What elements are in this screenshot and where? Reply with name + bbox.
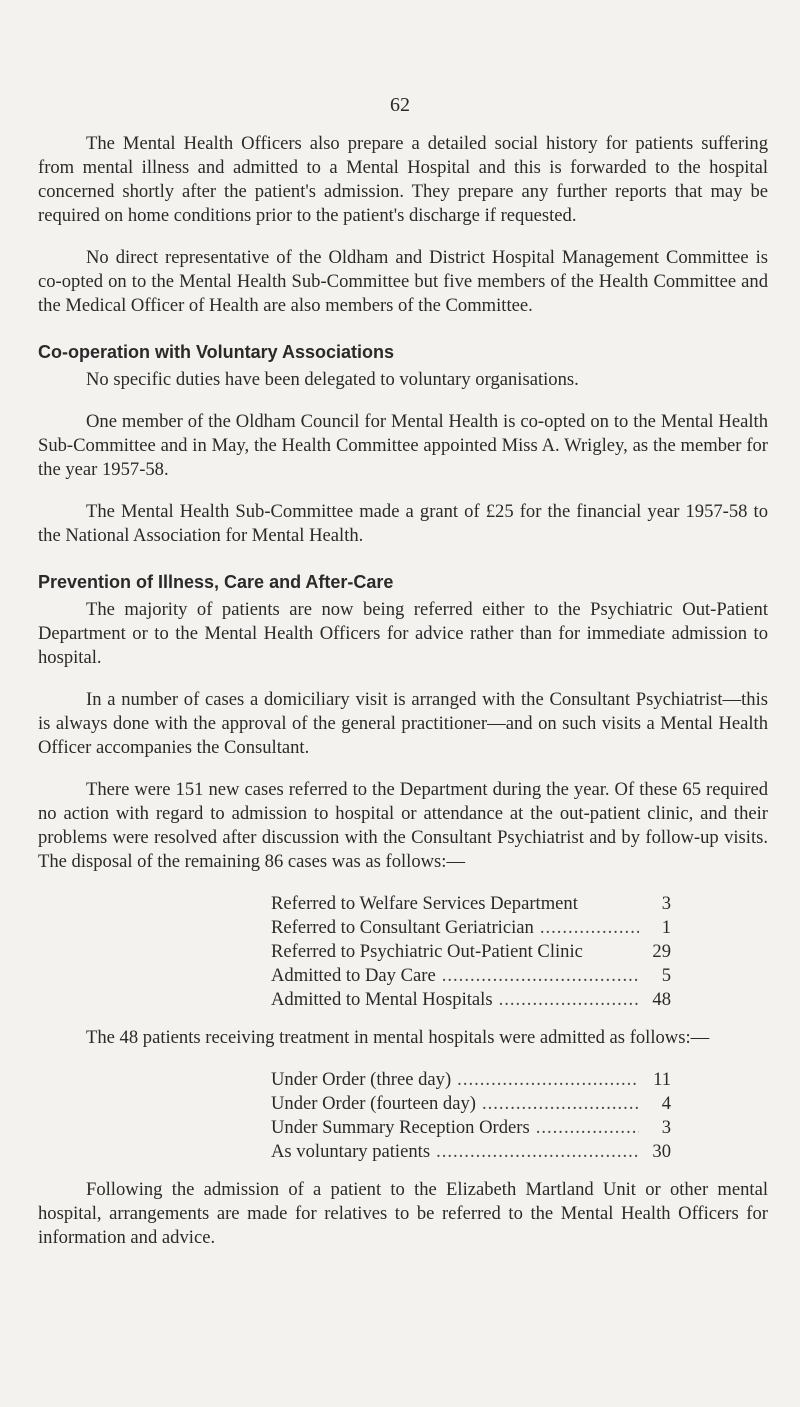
list-item [271,988,671,1012]
list-item-label: Admitted to Day Care [271,965,436,986]
list-item [271,1140,671,1164]
list-item [271,1092,671,1116]
leader-dots [540,916,639,940]
leader-dots [457,1068,639,1092]
list-item-label: Under Summary Reception Orders [271,1117,530,1138]
prevention-paragraph-2: In a number of cases a domiciliary visit is arranged with the Consultant Psychiatrist—this is always done with the approval of the general practitioner—and on such visits a Mental Health Officer accompanies the Consultant. [38,689,768,758]
leader-dots [482,1092,639,1116]
page-content [38,132,768,1268]
list-item-value: 5 [661,965,671,986]
leader-dots [499,988,639,1012]
closing-paragraph: Following the admission of a patient to the Elizabeth Martland Unit or other mental hospital, arrangements are made for relatives to be referred to the Mental Health Officers for information and advice. [38,1179,768,1248]
list-item [271,892,671,916]
list-item-label: As voluntary patients [271,1141,431,1162]
leader-dots [436,1140,639,1164]
list-item-label: Under Order (fourteen day) [271,1093,476,1114]
prevention-paragraph-3: There were 151 new cases referred to the Department during the year. Of these 65 required no action with regard to admission to hospital or attendance at the out-patient clinic, and their problems were resolved after discussion with the Consultant Psychiatrist and by follow-up visits. The disposal of the remaining 86 cases was as follows:— [38,779,768,872]
list-item-value: 30 [652,1141,671,1162]
list-item-label: Referred to Welfare Services Department [271,893,578,914]
list-item [271,916,671,940]
list-item-value: 11 [653,1069,671,1090]
list-item-value: 29 [652,941,671,962]
list-item-value: 4 [661,1093,671,1114]
prevention-paragraph-1: The majority of patients are now being referred either to the Psychiatric Out-Patient Department or to the Mental Health Officers for advice rather than for immediate admission to hospital. [38,599,768,668]
intro-paragraph-2: No direct representative of the Oldham and District Hospital Management Committee is co-opted on to the Mental Health Sub-Committee but five members of the Health Committee and the Medical Officer of Health are also members of the Committee. [38,247,768,316]
leader-dots [442,964,639,988]
list-item-value: 3 [661,1117,671,1138]
admission-list [271,1068,671,1164]
disposal-list [271,892,671,1012]
intro-paragraph-1: The Mental Health Officers also prepare a detailed social history for patients suffering from mental illness and admitted to a Mental Hospital and this is forwarded to the hospital concerned shortly after the patient's admission. They prepare any further reports that may be required on home conditions prior to the patient's discharge if requested. [38,133,768,226]
list-item-label: Under Order (three day) [271,1069,452,1090]
list-item-value: 48 [652,989,671,1010]
page-number: 62 [390,94,410,116]
voluntary-paragraph-2: One member of the Oldham Council for Mental Health is co-opted on to the Mental Health Sub-Committee and in May, the Health Committee appointed Miss A. Wrigley, as the member for the year 1957-58. [38,411,768,480]
list-item-value: 3 [661,893,671,914]
voluntary-paragraph-1: No specific duties have been delegated to voluntary organisations. [86,369,579,390]
list-item-label: Referred to Consultant Geriatrician [271,917,534,938]
admission-intro: The 48 patients receiving treatment in mental hospitals were admitted as follows:— [86,1027,710,1048]
list-item [271,1068,671,1092]
list-item [271,1116,671,1140]
list-item [271,964,671,988]
list-item [271,940,671,964]
leader-dots [536,1116,639,1140]
list-item-value: 1 [661,917,671,938]
section-heading-prevention: Prevention of Illness, Care and After-Care [38,572,394,592]
voluntary-paragraph-3: The Mental Health Sub-Committee made a grant of £25 for the financial year 1957-58 to the National Association for Mental Health. [38,501,768,546]
list-item-label: Admitted to Mental Hospitals [271,989,493,1010]
list-item-label: Referred to Psychiatric Out-Patient Clinic [271,941,583,962]
section-heading-voluntary: Co-operation with Voluntary Associations [38,342,395,362]
